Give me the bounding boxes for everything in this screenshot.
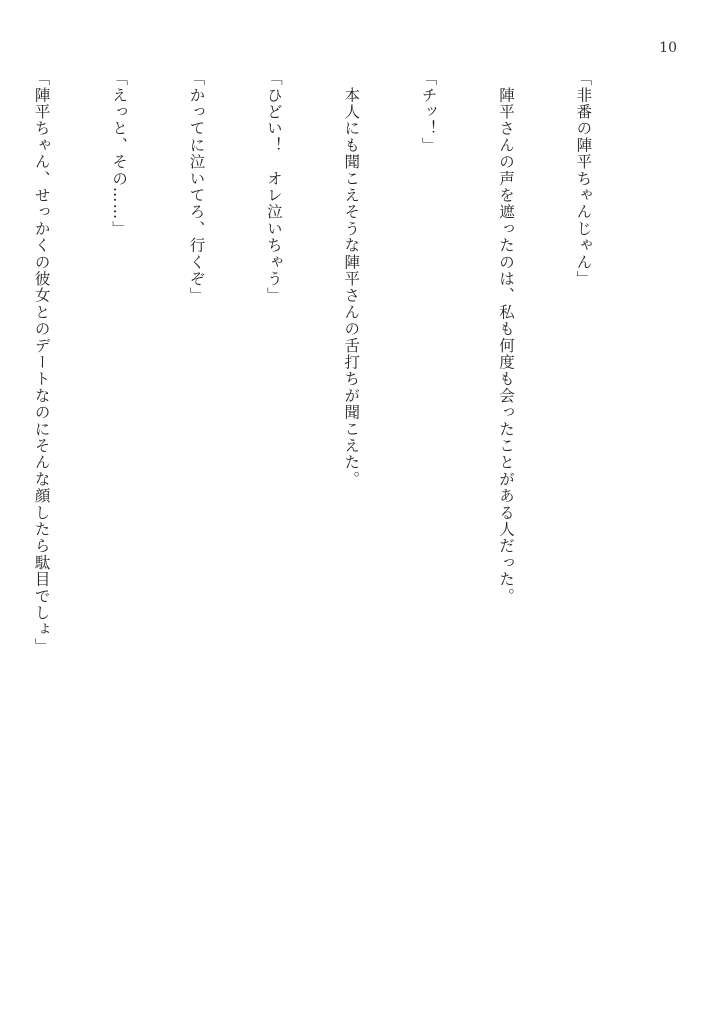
text-line: 「えっと、その……」 [110,70,129,237]
page-number: 10 [659,40,677,56]
body-text [0,70,647,970]
text-line: 「陣平ちゃん、せっかくの彼女とのデートなのにそんな顔したら駄目でしょ」 [32,70,51,655]
text-line: 「かってに泣いてろ、行くぞ」 [187,70,206,304]
text-line: 「チッ！」 [419,70,438,154]
text-line: 「非番の陣平ちゃんじゃん」 [574,70,593,288]
text-line: 陣平さんの声を遮ったのは、私も何度も会ったことがある人だった。 [497,70,516,605]
text-line: 本人にも聞こえそうな陣平さんの舌打ちが聞こえた。 [342,70,361,488]
text-line: 「ひどい！ オレ泣いちゃう」 [264,70,283,304]
